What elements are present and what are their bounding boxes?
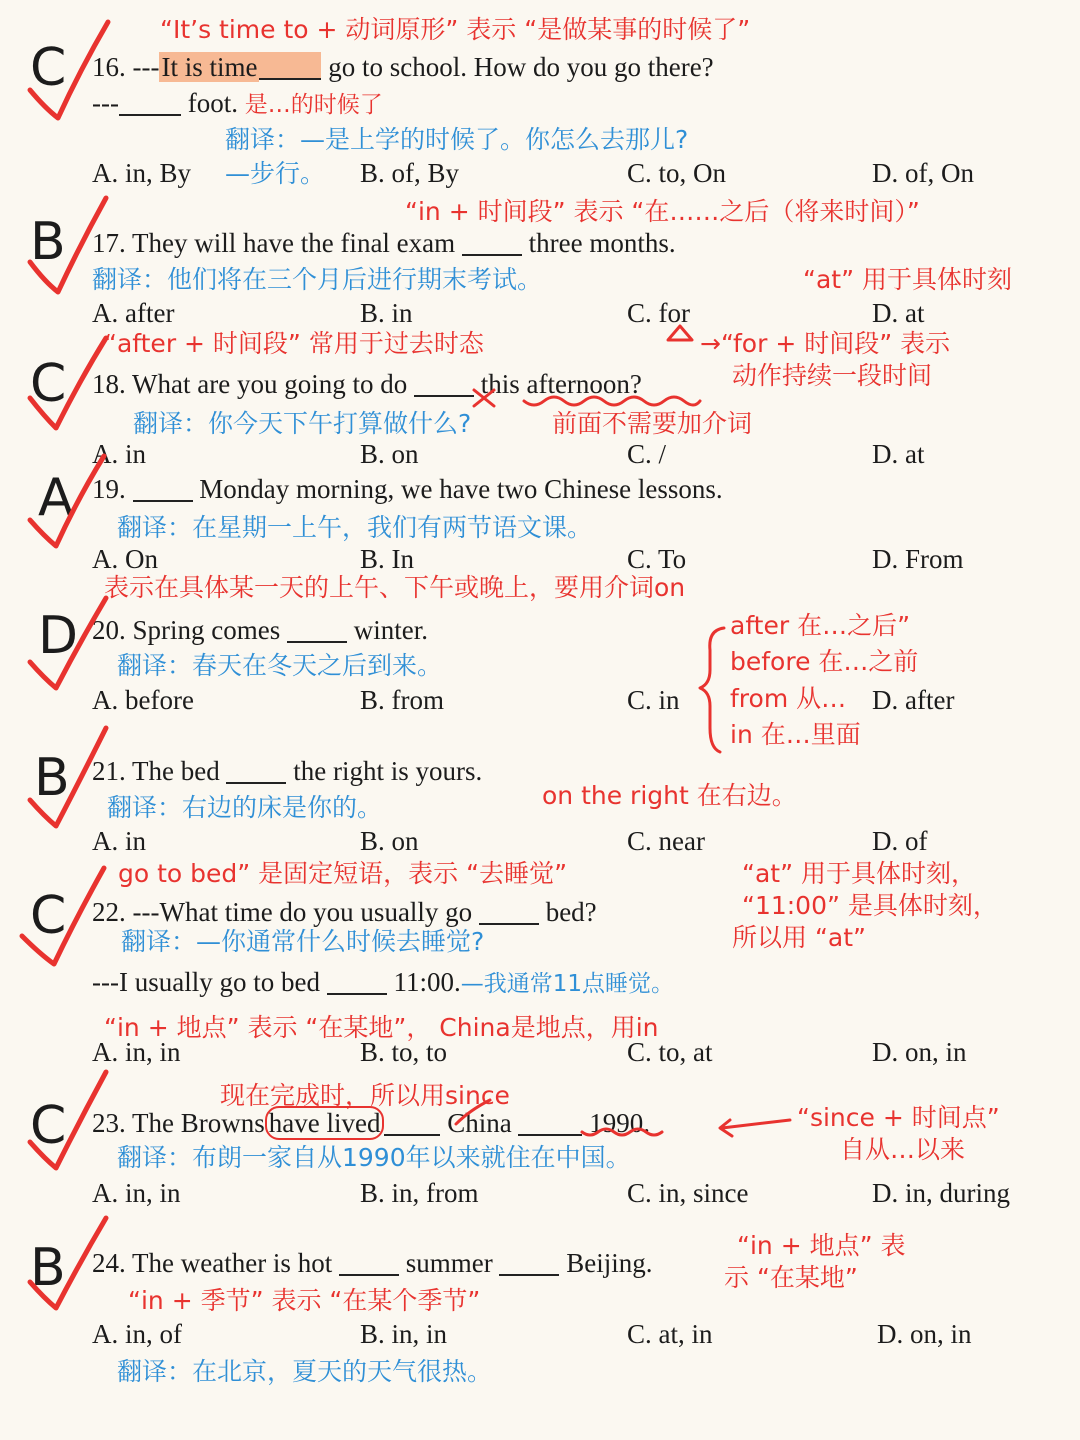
q17-option-a: A. after [92,298,175,328]
q19-blank [133,474,193,502]
q17-note-for: →“for + 时间段” 表示 [700,329,951,358]
q21-note-right: on the right 在右边。 [542,781,797,810]
q23-text-b: China [440,1108,519,1138]
q23-option-b: B. in, from [360,1178,479,1208]
q20-brace-note-in: in 在…里面 [730,720,861,749]
q24-option-b: B. in, in [360,1319,448,1349]
q16-option-b: B. of, By [360,158,460,188]
q23-option-a: A. in, in [92,1178,181,1208]
q17-note-for-2: 动作持续一段时间 [732,361,933,390]
q22-line2-b: 11:00. [386,967,461,997]
q24-line1 [92,1246,652,1280]
q22-translation: 翻译：—你通常什么时候去睡觉? [121,927,485,956]
q16-line2-dash: --- [92,88,119,118]
q23-translation: 翻译：布朗一家自从1990年以来就住在中国。 [117,1143,631,1172]
q22-line2-a: ---I usually go to bed [92,967,327,997]
q22-note-top: go to bed” 是固定短语，表示 “去睡觉” [118,859,568,888]
q20-brace-note-after: after 在…之后” [730,611,911,640]
q21-option-a: A. in [92,826,146,856]
q20-option-b: B. from [360,685,444,715]
q18-text-b: this afternoon? [480,369,642,399]
q24-answer-letter: B [30,1238,66,1298]
q22-line1 [92,895,597,929]
q17-blank [462,228,522,256]
q23-blank-2 [518,1108,582,1136]
q22-blank-2 [327,967,387,995]
q22-option-a: A. in, in [92,1037,181,1067]
q20-answer-letter: D [38,606,79,666]
q16-blank-2 [119,88,181,116]
q17-line1 [92,226,676,260]
q19-option-b: B. In [360,544,414,574]
q24-option-a: A. in, of [92,1319,182,1349]
q16-blank-1 [259,52,321,80]
q19-answer-letter: A [38,468,74,528]
q22-note-at-2: “11:00” 是具体时刻， [742,891,998,920]
q24-option-c: C. at, in [627,1319,713,1349]
q22-text-b: bed? [538,897,597,927]
q16-note-top: “It’s time to + 动词原形” 表示 “是做某事的时候了” [160,15,751,44]
q22-text-a: 22. ---What time do you usually go [92,897,479,927]
q21-translation: 翻译：右边的床是你的。 [107,793,383,822]
q22-note-at-1: “at” 用于具体时刻， [742,859,976,888]
q22-note-at-3: 所以用 “at” [732,923,866,952]
q16-note-inline: 是…的时候了 [244,92,383,118]
q24-blank-1 [339,1248,399,1276]
q20-option-c: C. in [627,685,680,715]
q20-option-a: A. before [92,685,194,715]
q19-note-bottom: 表示在具体某一天的上午、下午或晚上，要用介词on [104,573,686,602]
q16-option-d: D. of, On [872,158,974,188]
q17-option-c: C. for [627,298,690,328]
q23-option-c: C. in, since [627,1178,749,1208]
q17-option-d: D. at [872,298,925,328]
q23-note-top: 现在完成时，所以用since [220,1081,510,1110]
q22-translation-2: —我通常11点睡觉。 [460,971,674,997]
q16-option-c: C. to, On [627,158,727,188]
q16-text: go to school. How do you go there? [321,52,714,82]
q20-brace-note-before: before 在…之前 [730,647,919,676]
q24-blank-2 [499,1248,559,1276]
q16-answer-letter: C [30,38,67,98]
q18-text-a: 18. What are you going to do [92,369,414,399]
q24-translation: 翻译：在北京，夏天的天气很热。 [117,1357,493,1386]
q23-text-c: 1990. [582,1108,650,1138]
q20-translation: 翻译：春天在冬天之后到来。 [117,651,443,680]
q19-option-c: C. To [627,544,687,574]
q18-option-a: A. in [92,439,146,469]
q18-option-b: B. on [360,439,419,469]
q23-text-a: 23. The Browns [92,1108,265,1138]
q22-option-d: D. on, in [872,1037,967,1067]
q19-option-a: A. On [92,544,158,574]
q23-note-since-2: 自从…以来 [840,1135,966,1164]
q23-blank-1 [384,1108,440,1136]
q21-blank [226,756,286,784]
q20-blank [287,615,347,643]
q22-option-c: C. to, at [627,1037,713,1067]
q17-note-at: “at” 用于具体时刻 [803,265,1012,294]
q16-translation-2: —步行。 [225,159,326,188]
q18-translation: 翻译：你今天下午打算做什么? [133,409,472,438]
q22-note-in: “in + 地点” 表示 “在某地”， China是地点，用in [104,1013,659,1042]
q20-brace-note-from: from 从… [730,684,847,713]
q24-option-d: D. on, in [877,1319,972,1349]
q23-circled-verb: have lived [265,1106,385,1140]
q19-option-d: D. From [872,544,964,574]
q24-note-place-2: 示 “在某地” [724,1263,858,1292]
q19-translation: 翻译：在星期一上午，我们有两节语文课。 [117,513,593,542]
q21-answer-letter: B [34,748,70,808]
q21-option-d: D. of [872,826,928,856]
q17-translation: 翻译：他们将在三个月后进行期末考试。 [92,265,543,294]
q17-note-after: “after + 时间段” 常用于过去时态 [104,329,484,358]
q18-blank [414,369,474,397]
q20-option-d: D. after [872,685,955,715]
q16-line1 [92,50,714,84]
q22-answer-letter: C [30,886,67,946]
q22-option-b: B. to, to [360,1037,448,1067]
q16-line2-text: foot. [180,88,238,118]
q23-arrow-icon [720,1120,790,1136]
q17-option-b: B. in [360,298,413,328]
q17-text-a: 17. They will have the final exam [92,228,462,258]
q24-note-place-1: “in + 地点” 表 [737,1231,906,1260]
q20-line1 [92,613,428,647]
q16-option-a: A. in, By [92,158,192,188]
q17-text-b: three months. [521,228,676,258]
q18-line1 [92,367,642,401]
q18-answer-letter: C [30,354,67,414]
q22-line2 [92,965,674,1001]
q21-option-c: C. near [627,826,705,856]
q18-option-d: D. at [872,439,925,469]
q22-blank-1 [479,897,539,925]
q21-line1 [92,754,482,788]
q21-text-a: 21. The bed [92,756,227,786]
q17-note-top: “in + 时间段” 表示 “在……之后（将来时间）” [405,197,920,226]
q17-answer-letter: B [30,212,66,272]
q18-option-c: C. / [627,439,667,469]
q23-line1 [92,1106,650,1140]
q20-text-a: 20. Spring comes [92,615,287,645]
q20-brace-icon [700,628,724,752]
q19-text-b: Monday morning, we have two Chinese lessons. [192,474,723,504]
q19-text-a: 19. [92,474,133,504]
q23-option-d: D. in, during [872,1178,1010,1208]
q24-note-season: “in + 季节” 表示 “在某个季节” [128,1286,481,1315]
q20-text-b: winter. [347,615,428,645]
q16-translation: 翻译：—是上学的时候了。你怎么去那儿? [225,125,689,154]
q21-option-b: B. on [360,826,419,856]
q19-line1 [92,472,723,506]
q21-text-b: the right is yours. [286,756,483,786]
q16-highlight: It is time [161,52,258,82]
q18-note-inline: 前面不需要加介词 [552,409,753,438]
q24-text-c: Beijing. [559,1248,653,1278]
q23-note-since-1: “since + 时间点” [797,1103,1000,1132]
q16-number: 16. --- [92,52,160,82]
q24-text-a: 24. The weather is hot [92,1248,339,1278]
q16-line2 [92,86,383,122]
q24-text-b: summer [398,1248,500,1278]
q23-answer-letter: C [30,1096,67,1156]
